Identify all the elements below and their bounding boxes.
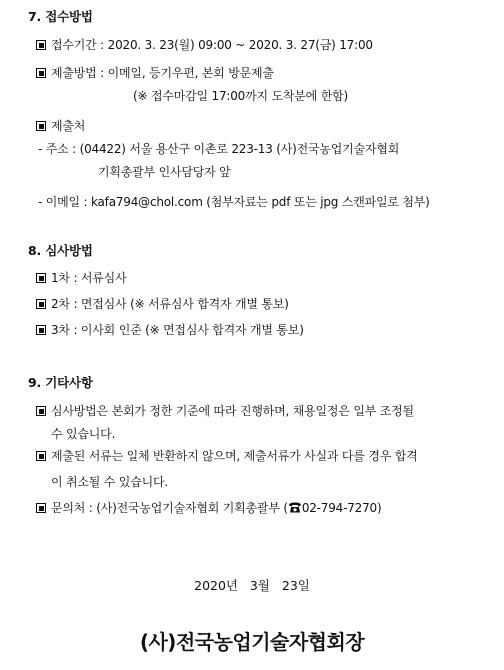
submission-destination	[36, 118, 85, 134]
document-date: 2020년 3월 23일	[194, 578, 310, 593]
square-bullet-icon	[36, 325, 46, 335]
contact-info-text: 문의처 : (사)전국농업기술자협회 기획총괄부 (	[51, 501, 288, 515]
section-8-heading: 8. 심사방법	[28, 243, 93, 258]
email-address: - 이메일 : kafa794@chol.com (첨부자료는 pdf 또는 jpg 스캔파일로 첨부)	[38, 195, 430, 209]
square-bullet-icon	[36, 40, 46, 50]
issuer-signature: (사)전국농업기술자협회장	[139, 630, 365, 654]
telephone-icon	[288, 502, 302, 513]
note-documents-text: 제출된 서류는 일체 반환하지 않으며, 제출서류가 사실과 다를 경우 합격	[51, 449, 418, 463]
submission-method-text: 제출방법 : 이메일, 등기우편, 본회 방문제출	[51, 66, 274, 80]
screening-step-3	[36, 322, 304, 338]
screening-step-2-text: 2차 : 면접심사 (※ 서류심사 합격자 개별 통보)	[51, 297, 289, 311]
screening-step-1-text: 1차 : 서류심사	[51, 271, 127, 285]
note-screening	[36, 403, 414, 419]
application-period	[36, 37, 373, 53]
mailing-address-recipient: 기획총괄부 인사담당자 앞	[98, 165, 231, 179]
section-9-heading: 9. 기타사항	[28, 375, 93, 390]
submission-destination-text: 제출처	[51, 119, 86, 133]
square-bullet-icon	[36, 68, 46, 78]
square-bullet-icon	[36, 406, 46, 416]
submission-method	[36, 65, 274, 81]
contact-phone-number: 02-794-7270)	[301, 501, 382, 515]
note-screening-text: 심사방법은 본회가 정한 기준에 따라 진행하며, 채용일정은 일부 조정될	[51, 404, 414, 418]
note-documents	[36, 448, 418, 464]
section-7-heading: 7. 접수방법	[28, 9, 93, 24]
submission-method-note: (※ 접수마감일 17:00까지 도착분에 한함)	[133, 89, 348, 103]
note-screening-continued: 수 있습니다.	[51, 427, 116, 441]
square-bullet-icon	[36, 273, 46, 283]
screening-step-2	[36, 296, 289, 312]
square-bullet-icon	[36, 299, 46, 309]
square-bullet-icon	[36, 451, 46, 461]
screening-step-1	[36, 270, 126, 286]
note-documents-continued: 이 취소될 수 있습니다.	[51, 475, 168, 489]
mailing-address: - 주소 : (04422) 서울 용산구 이촌로 223-13 (사)전국농업기술자협회	[38, 142, 400, 156]
square-bullet-icon	[36, 503, 46, 513]
square-bullet-icon	[36, 121, 46, 131]
application-period-text: 접수기간 : 2020. 3. 23(월) 09:00 ~ 2020. 3. 27(금) 17:00	[51, 38, 373, 52]
screening-step-3-text: 3차 : 이사회 인준 (※ 면접심사 합격자 개별 통보)	[51, 323, 304, 337]
contact-info	[36, 500, 381, 516]
